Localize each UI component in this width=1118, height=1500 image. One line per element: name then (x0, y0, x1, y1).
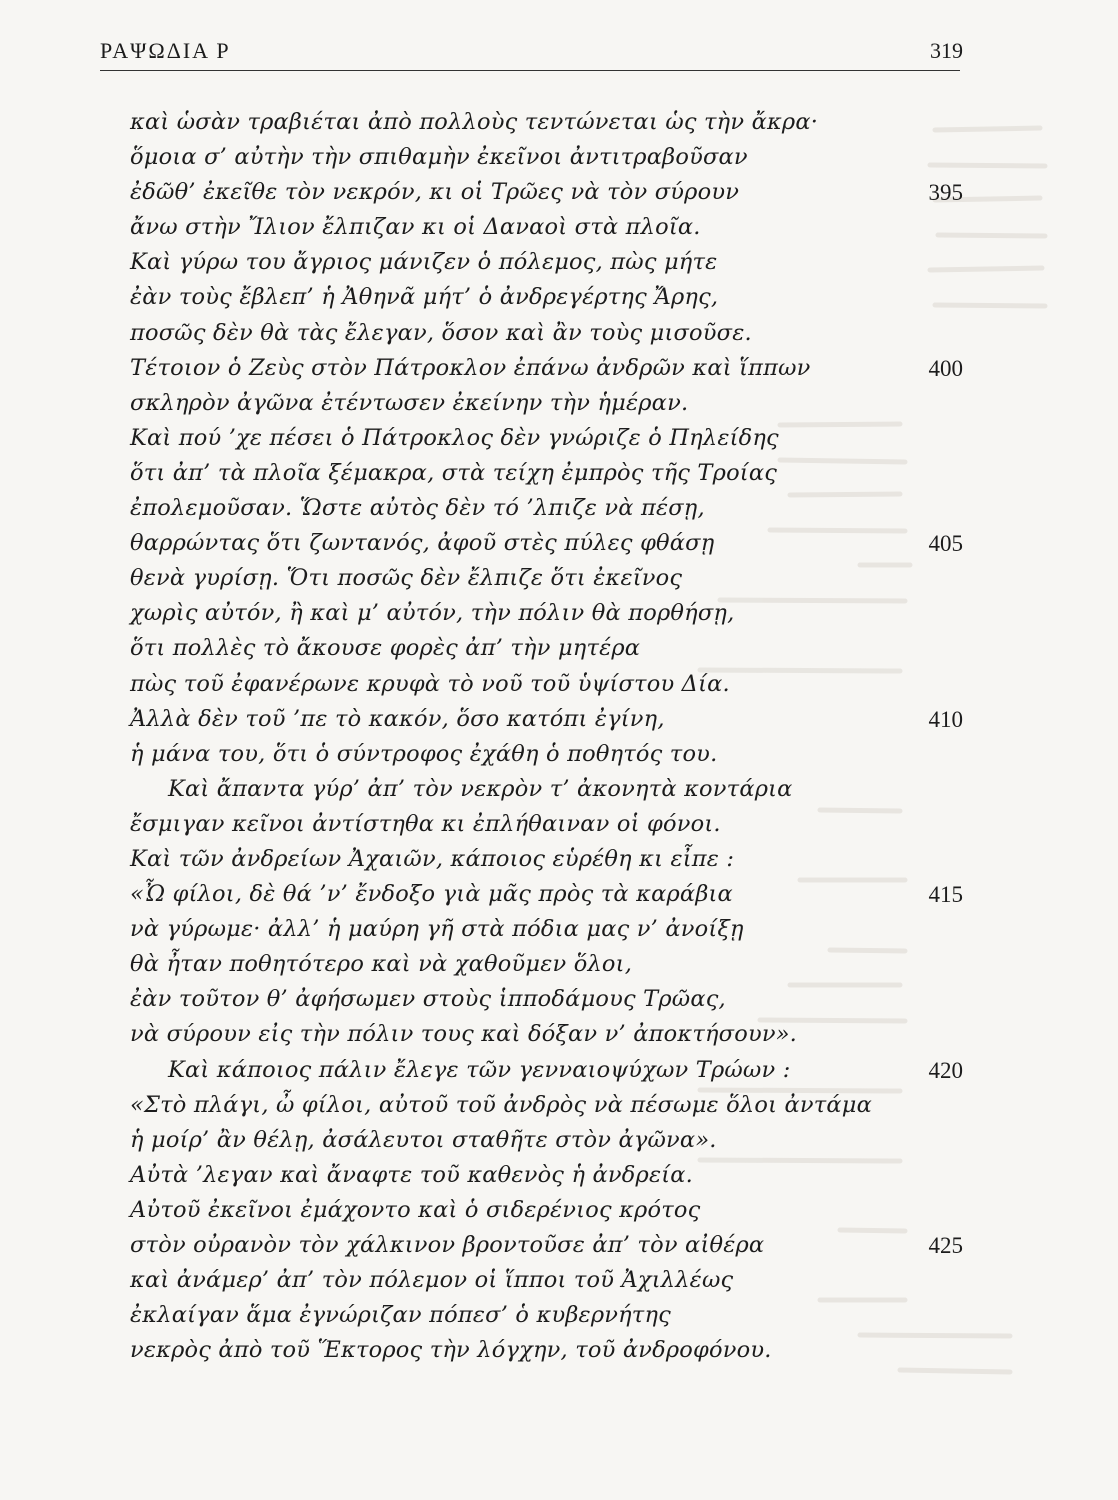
verse-line (0, 140, 1118, 175)
verse-text: Καὶ πού ’χε πέσει ὁ Πάτροκλος δὲν γνώριζε ὁ Πηλείδης (130, 424, 779, 451)
verse-line (0, 1333, 1118, 1368)
line-number: 400 (928, 355, 963, 381)
verse-text: νεκρὸς ἀπὸ τοῦ Ἕκτορος τὴν λόγχην, τοῦ ἀνδροφόνου. (130, 1337, 772, 1364)
verse-text: θενὰ γυρίσῃ. Ὅτι ποσῶς δὲν ἔλπιζε ὅτι ἐκεῖνος (130, 565, 683, 592)
verse-line (0, 1263, 1118, 1298)
verse-line (0, 210, 1118, 245)
verse-line (0, 947, 1118, 982)
verse-text: ἐὰν τοῦτον θ’ ἀφήσωμεν στοὺς ἱπποδάμους Τρῶας, (130, 986, 726, 1013)
verse-text: πὼς τοῦ ἐφανέρωνε κρυφὰ τὸ νοῦ τοῦ ὑψίστου Δία. (130, 670, 730, 697)
line-number: 420 (928, 1057, 963, 1083)
verse-line (0, 631, 1118, 666)
verse-text: Καὶ τῶν ἀνδρείων Ἀχαιῶν, κάποιος εὑρέθη κι εἶπε : (130, 845, 735, 872)
verse-text: ὅτι ἀπ’ τὰ πλοῖα ξέμακρα, στὰ τείχη ἐμπρὸς τῆς Τροίας (130, 459, 778, 486)
verse-line (0, 877, 1118, 912)
verse-text: ἐὰν τοὺς ἔβλεπ’ ἡ Ἀθηνᾶ μήτ’ ὁ ἀνδρεγέρτης Ἄρης, (130, 284, 719, 311)
verse-text: στὸν οὐρανὸν τὸν χάλκινον βροντοῦσε ἀπ’ τὸν αἰθέρα (130, 1232, 765, 1258)
verse-line (0, 1017, 1118, 1052)
verse-line (0, 561, 1118, 596)
verse-text: Ἀλλὰ δὲν τοῦ ’πε τὸ κακόν, ὅσο κατόπι ἐγίνη, (130, 705, 665, 732)
verse-line (0, 596, 1118, 631)
verse-text: ἡ μοίρ’ ἂν θέλῃ, ἀσάλευτοι σταθῆτε στὸν ἀγῶνα». (130, 1126, 717, 1153)
verse-text: ὅτι πολλὲς τὸ ἄκουσε φορὲς ἀπ’ τὴν μητέρα (130, 635, 641, 662)
verse-line (0, 526, 1118, 561)
verse-line (0, 1298, 1118, 1333)
verse-text: «Στὸ πλάγι, ὦ φίλοι, αὐτοῦ τοῦ ἀνδρὸς νὰ πέσωμε ὅλοι ἀντάμα (130, 1091, 873, 1118)
verse-text: Αὐτὰ ’λεγαν καὶ ἄναφτε τοῦ καθενὸς ἡ ἀνδρεία. (130, 1161, 693, 1188)
verse-text: ἐπολεμοῦσαν. Ὥστε αὐτὸς δὲν τό ’λπιζε νὰ πέσῃ, (130, 495, 705, 522)
verse-line (0, 351, 1118, 386)
verse-line (0, 421, 1118, 456)
verse-line (0, 1088, 1118, 1123)
verse-text: θαρρώντας ὅτι ζωντανός, ἀφοῦ στὲς πύλες φθάσῃ (130, 530, 715, 557)
verse-line (0, 175, 1118, 210)
verse-line (0, 737, 1118, 772)
verse-line (0, 982, 1118, 1017)
verse-line (0, 667, 1118, 702)
verse-text: Καὶ ἄπαντα γύρ’ ἀπ’ τὸν νεκρὸν τ’ ἀκονητὰ κοντάρια (168, 775, 793, 802)
verse-line (0, 105, 1118, 140)
verse-text: ἔσμιγαν κεῖνοι ἀντίστηθα κι ἐπλήθαιναν οἱ φόνοι. (130, 810, 721, 837)
line-number: 410 (928, 706, 963, 732)
verse-text: ὅμοια σ’ αὐτὴν τὴν σπιθαμὴν ἐκεῖνοι ἀντιτραβοῦσαν (130, 144, 748, 171)
verse-line (0, 316, 1118, 351)
verse-line (0, 491, 1118, 526)
verse-line (0, 842, 1118, 877)
verse-text: «Ὦ φίλοι, δὲ θά ’ν’ ἔνδοξο γιὰ μᾶς πρὸς τὰ καράβια (130, 881, 733, 908)
verse-text: χωρὶς αὐτόν, ἢ καὶ μ’ αὐτόν, τὴν πόλιν θὰ πορθήσῃ, (130, 600, 735, 627)
verse-text: ἐδῶθ’ ἐκεῖθε τὸν νεκρόν, κι οἱ Τρῶες νὰ τὸν σύρουν (130, 179, 740, 206)
page-number: 319 (930, 38, 963, 63)
header-rule (100, 70, 960, 71)
verse-text: Αὐτοῦ ἐκεῖνοι ἐμάχοντο καὶ ὁ σιδερένιος κρότος (130, 1196, 701, 1223)
verse-line (0, 912, 1118, 947)
verse-line (0, 1158, 1118, 1193)
verse-line (0, 772, 1118, 807)
verse-text: ἄνω στὴν Ἴλιον ἔλπιζαν κι οἱ Δαναοὶ στὰ πλοῖα. (130, 214, 701, 241)
verse-block (0, 105, 1118, 1368)
verse-text: καὶ ἀνάμερ’ ἀπ’ τὸν πόλεμον οἱ ἵπποι τοῦ Ἀχιλλέως (130, 1267, 734, 1294)
verse-text: Καὶ γύρω του ἄγριος μάνιζεν ὁ πόλεμος, πὼς μήτε (130, 249, 718, 276)
verse-line (0, 1053, 1118, 1088)
line-number: 425 (928, 1233, 963, 1258)
verse-line (0, 280, 1118, 315)
verse-line (0, 807, 1118, 842)
line-number: 415 (928, 882, 963, 908)
verse-text: ἡ μάνα του, ὅτι ὁ σύντροφος ἐχάθη ὁ ποθητός του. (130, 740, 718, 767)
line-number: 395 (928, 180, 963, 206)
verse-line (0, 1123, 1118, 1158)
verse-text: Καὶ κάποιος πάλιν ἔλεγε τῶν γενναιοψύχων Τρώων : (168, 1056, 791, 1083)
verse-text: Τέτοιον ὁ Ζεὺς στὸν Πάτροκλον ἐπάνω ἀνδρῶν καὶ ἵππων (130, 354, 811, 381)
verse-line (0, 245, 1118, 280)
verse-line (0, 456, 1118, 491)
verse-text: ποσῶς δὲν θὰ τὰς ἔλεγαν, ὅσον καὶ ἂν τοὺς μισοῦσε. (130, 319, 752, 346)
verse-text: καὶ ὡσὰν τραβιέται ἀπὸ πολλοὺς τεντώνεται ὡς τὴν ἄκρα· (130, 109, 819, 135)
verse-text: θὰ ἦταν ποθητότερο καὶ νὰ χαθοῦμεν ὅλοι, (130, 951, 633, 978)
verse-line (0, 386, 1118, 421)
line-number: 405 (928, 531, 963, 557)
running-head: ΡΑΨΩΔΙΑ Ρ (100, 38, 231, 63)
verse-text: σκληρὸν ἀγῶνα ἐτέντωσεν ἐκείνην τὴν ἡμέραν. (130, 389, 689, 416)
verse-text: νὰ γύρωμε· ἀλλ’ ἡ μαύρη γῆ στὰ πόδια μας ν’ ἀνοίξῃ (130, 916, 744, 943)
verse-text: ἐκλαίγαν ἅμα ἐγνώριζαν πόπεσ’ ὁ κυβερνήτης (130, 1302, 671, 1329)
verse-line (0, 702, 1118, 737)
verse-text: νὰ σύρουν εἰς τὴν πόλιν τους καὶ δόξαν ν’ ἀποκτήσουν». (130, 1021, 798, 1048)
verse-line (0, 1193, 1118, 1228)
verse-line (0, 1228, 1118, 1263)
